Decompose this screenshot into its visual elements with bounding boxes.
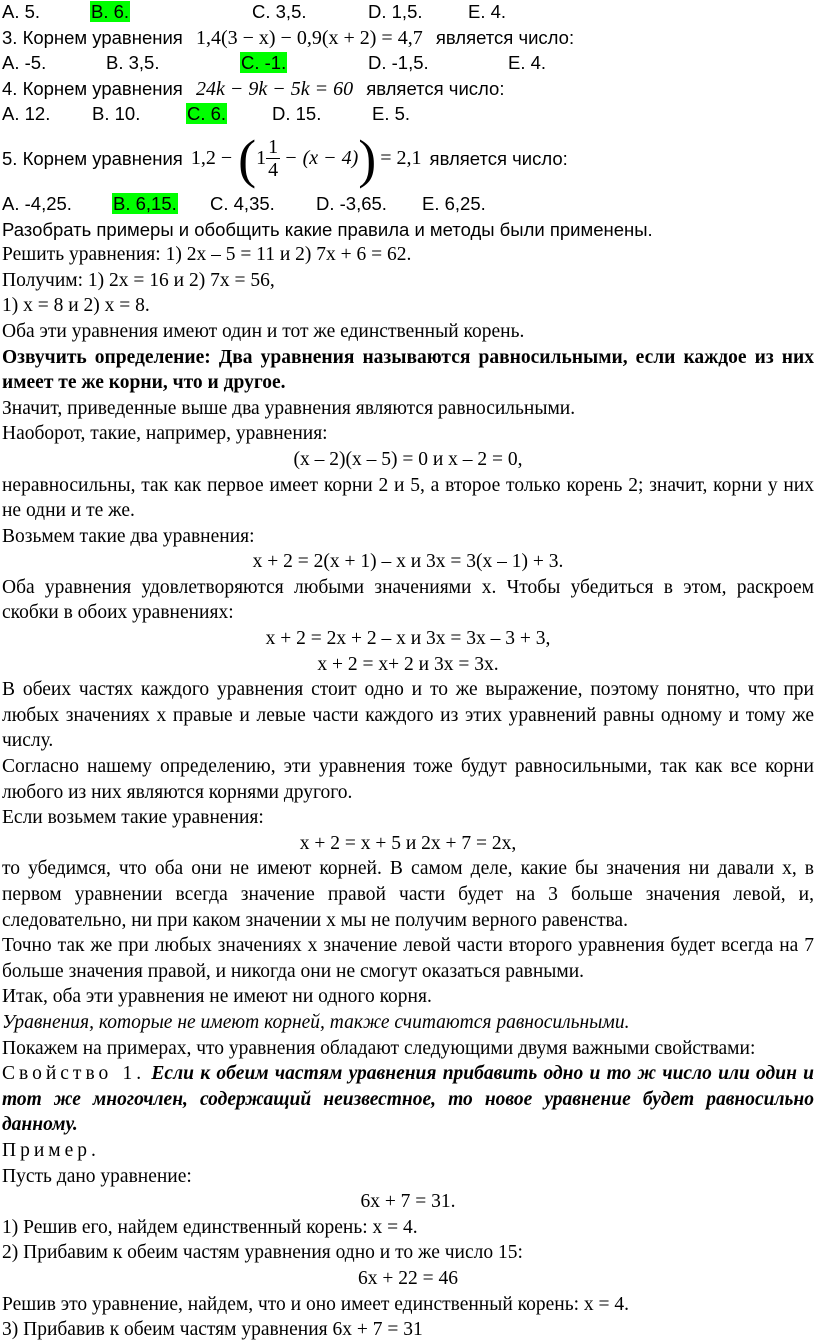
q2-option-c: C. 3,5. [252, 1, 307, 22]
example-label: Пример. [2, 1139, 100, 1161]
property-1-text: Если к обеим частям уравнения прибавить одно и то ж число или один и тот же многочлен, содержащий неизвестное, то новое уравнение будет равносильно данному. [2, 1063, 814, 1136]
body-line-15: 3) Прибавив к обеим частям уравнения 6x + 7 = 31 [2, 1319, 423, 1341]
q2-option-a: A. 5. [2, 1, 41, 22]
q5-question: 5. Корнем уравнения 1,2 − ( 1 $\frac{1}{4}$ − (x − 4) ) = 2,1 является число: [2, 128, 568, 189]
q4-options [2, 101, 814, 127]
body-line-8: Если возьмем такие уравнения: [2, 807, 264, 829]
q3-option-a: A. -5. [2, 52, 47, 74]
q4-option-c: C. 6. [187, 103, 227, 125]
q5-option-a: A. -4,25. [2, 192, 72, 214]
q5-option-d: D. -3,65. [316, 192, 387, 214]
q3-options [2, 50, 814, 76]
body-line-5: Значит, приведенные выше два уравнения являются равносильными. [2, 397, 576, 419]
q5-option-c: C. 4,35. [210, 192, 275, 214]
paragraph-5: то убедимся, что оба они не имеют корней. В самом деле, какие бы значения ни давали x, в первом уравнении всегда значение правой части будет на 3 больше значения левой, и, следовательно, ни при каком значении x мы не получим верного равенства. [2, 858, 814, 931]
body-line-13: 2) Прибавим к обеим частям уравнения одно и то же число 15: [2, 1242, 523, 1264]
body-line-4: Оба эти уравнения имеют один и тот же единственный корень. [2, 320, 525, 342]
q2-options [2, 0, 814, 25]
body-line-2: Получим: 1) 2x = 16 и 2) 7x = 56, [2, 269, 275, 291]
q4-option-a: A. 12. [2, 103, 51, 125]
equation-7: 6x + 22 = 46 [358, 1267, 458, 1289]
q5-option-b: B. 6,15. [113, 192, 177, 214]
q4-option-d: D. 15. [272, 103, 322, 125]
q2-option-d: D. 1,5. [368, 1, 423, 22]
body-line-9: Итак, оба эти уравнения не имеют ни одного корня. [2, 986, 432, 1008]
paragraph-1: неравносильны, так как первое имеет корни 2 и 5, а второе только корень 2; значит, корни у них не одни и те же. [2, 474, 814, 522]
body-line-3: 1) x = 8 и 2) x = 8. [2, 295, 150, 317]
q3-option-e: E. 4. [508, 52, 547, 74]
q4-option-e: E. 5. [372, 103, 411, 125]
body-line-14: Решив это уравнение, найдем, что и оно имеет единственный корень: x = 4. [2, 1293, 630, 1315]
q2-option-e: E. 4. [468, 1, 507, 22]
body-line-1: Решить уравнения: 1) 2x – 5 = 11 и 2) 7x + 6 = 62. [2, 244, 412, 266]
body-line-12: 1) Решив его, найдем единственный корень: x = 4. [2, 1216, 418, 1238]
body-line-7: Возьмем такие два уравнения: [2, 525, 255, 547]
paragraph-4: Согласно нашему определению, эти уравнения тоже будут равносильными, так как все корни любого из них являются корнями другого. [2, 756, 814, 803]
q3-option-c: C. -1. [241, 52, 287, 74]
q5-option-e: E. 6,25. [422, 192, 486, 214]
paragraph-2: Оба уравнения удовлетворяются любыми значениями x. Чтобы убедиться в этом, раскроем скобки в обоих уравнениях: [2, 576, 814, 624]
body-line-11: Пусть дано уравнение: [2, 1165, 192, 1187]
equation-1: (x – 2)(x – 5) = 0 и x – 2 = 0, [293, 448, 523, 470]
equation-6: 6x + 7 = 31. [360, 1191, 456, 1213]
body-line-6: Наоборот, такие, например, уравнения: [2, 423, 328, 445]
q4-option-b: B. 10. [92, 103, 141, 125]
q5-options [2, 191, 814, 217]
paragraph-6: Точно так же при любых значениях x значение левой части второго уравнения будет всегда на 7 больше значения правой, и никогда они не смогут оказаться равными. [2, 935, 814, 982]
equation-4: x + 2 = x+ 2 и 3x = 3x. [317, 653, 499, 675]
paragraph-3: В обеих частях каждого уравнения стоит одно и то же выражение, поэтому понятно, что при любых значениях x правые и левые части каждого из этих уравнений равны одному и тому же числу. [2, 679, 814, 752]
q5-fraction: $\frac{1}{4}$ [268, 136, 279, 182]
q4-question: 4. Корнем уравнения 24k − 9k − 5k = 60 является число: [2, 77, 505, 100]
body-line-10: Покажем на примерах, что уравнения обладают следующими двумя важными свойствами: [2, 1037, 756, 1059]
q3-option-d: D. -1,5. [368, 52, 429, 74]
equation-3: x + 2 = 2x + 2 – x и 3x = 3x – 3 + 3, [265, 628, 551, 650]
q5-equation: 1,2 − ( 1 $\frac{1}{4}$ − (x − 4) ) = 2,1 [190, 128, 422, 189]
task-heading: Разобрать примеры и обобщить какие правила и методы были применены. [2, 218, 653, 240]
equation-2: x + 2 = 2(x + 1) – x и 3x = 3(x – 1) + 3. [252, 551, 564, 573]
q3-question: 3. Корнем уравнения 1,4(3 − x) − 0,9(x + 2) = 4,7 является число: [2, 26, 575, 49]
q3-equation: 1,4(3 − x) − 0,9(x + 2) = 4,7 [195, 26, 423, 49]
definition: Озвучить определение: Два уравнения называются равносильными, если каждое из них имеет те же корни, что и другое. [2, 346, 814, 394]
q2-option-b: B. 6. [91, 1, 130, 22]
q4-equation: 24k − 9k − 5k = 60 [195, 77, 354, 100]
property-1-label: Свойство 1. [2, 1063, 146, 1085]
equation-5: x + 2 = x + 5 и 2x + 7 = 2x, [299, 832, 517, 854]
note: Уравнения, которые не имеют корней, также считаются равносильными. [2, 1011, 630, 1033]
q3-option-b: B. 3,5. [106, 52, 160, 74]
property-1 [2, 1061, 814, 1138]
